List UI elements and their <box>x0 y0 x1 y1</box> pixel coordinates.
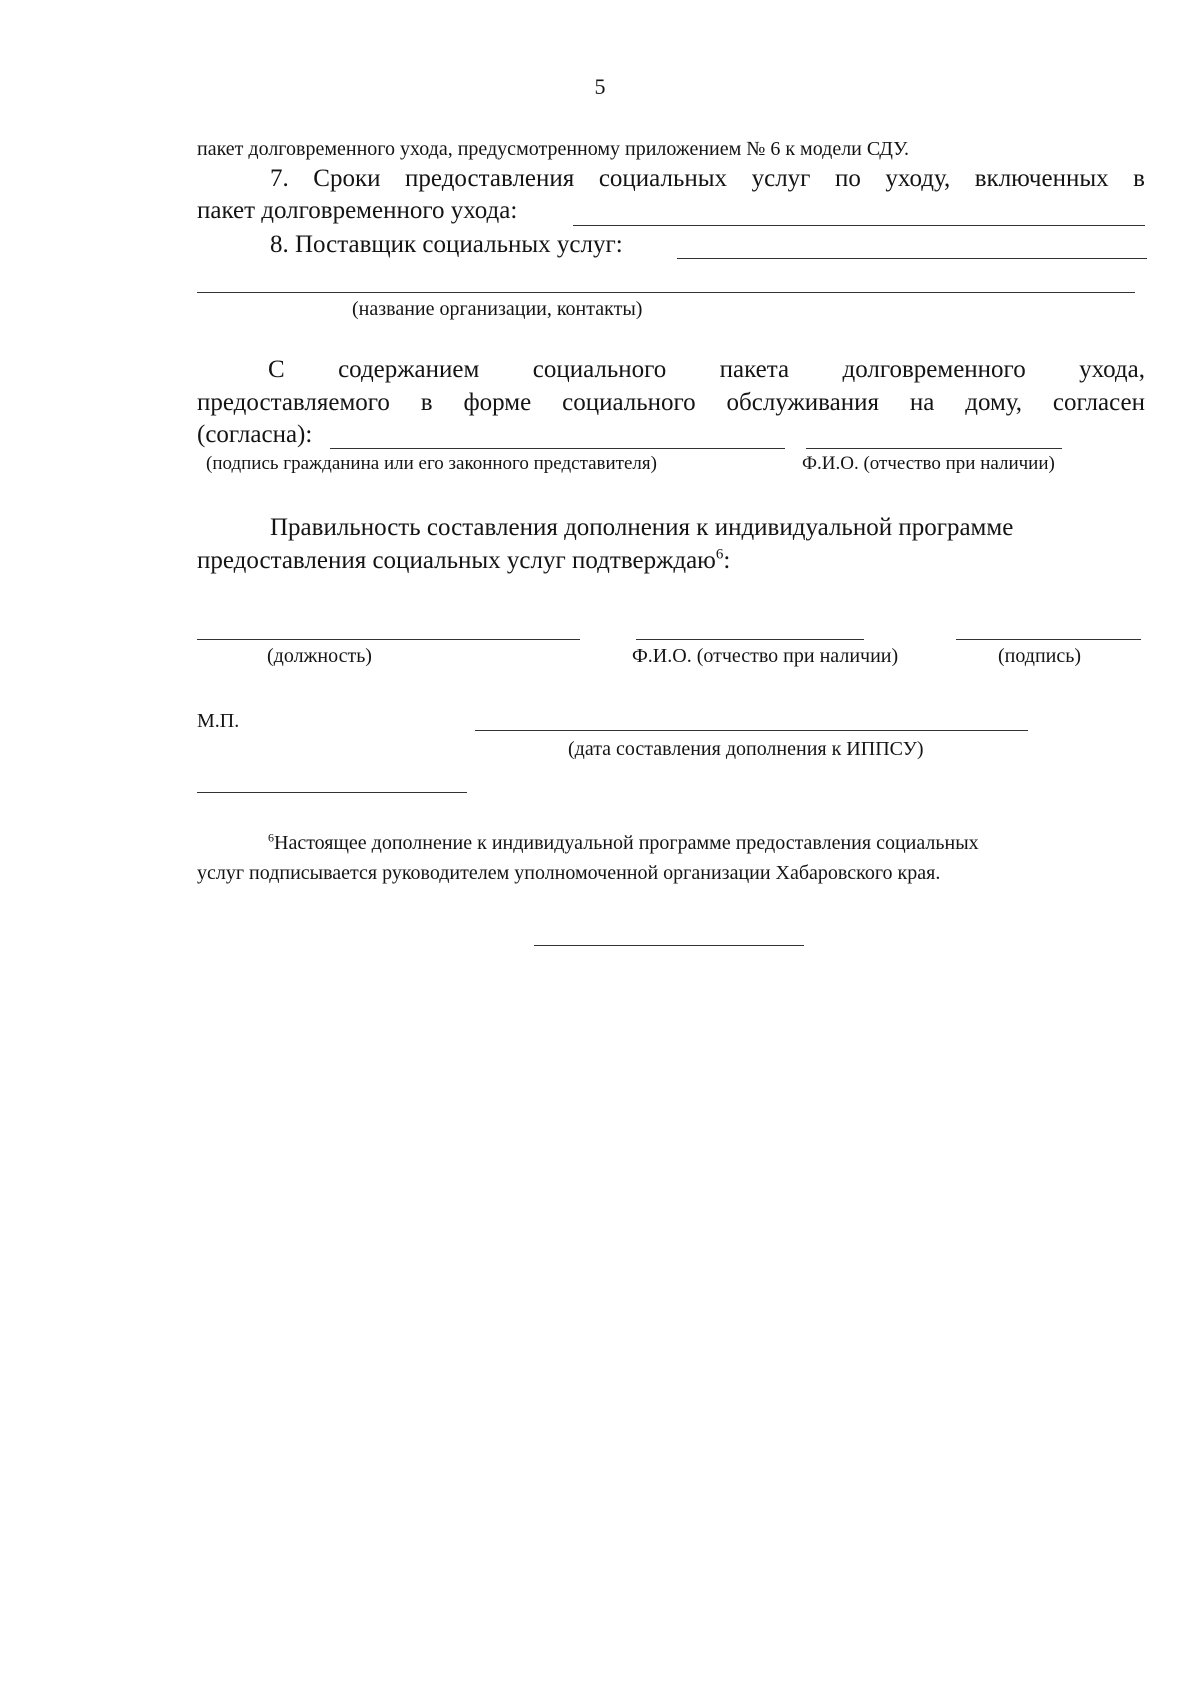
page-number: 5 <box>594 74 606 99</box>
citizen-signature-line[interactable] <box>330 448 785 449</box>
consent-word: ухода, <box>1079 356 1145 383</box>
citizen-signature-caption: (подпись гражданина или его законного представителя) <box>206 453 657 474</box>
consent-word: согласен <box>1052 389 1145 416</box>
end-divider <box>534 945 804 946</box>
stamp-place-label: М.П. <box>197 710 240 732</box>
consent-line-3: (согласна): <box>197 421 313 448</box>
official-fio-caption: Ф.И.О. (отчество при наличии) <box>632 645 899 667</box>
item-7-line-1 <box>270 165 1145 193</box>
confirmation-line-2 <box>197 547 730 575</box>
consent-word: социального <box>562 389 696 416</box>
position-caption: (должность) <box>267 645 372 667</box>
item-8-blank-line[interactable] <box>677 258 1147 259</box>
position-line[interactable] <box>197 639 580 640</box>
official-signature-line[interactable] <box>956 639 1141 640</box>
consent-word: социального <box>532 356 667 383</box>
consent-word: пакета <box>719 356 790 383</box>
organization-caption: (название организации, контакты) <box>352 298 643 320</box>
consent-line-2 <box>197 389 1145 417</box>
consent-word: в <box>420 389 433 416</box>
confirmation-text: предоставления социальных услуг подтверждаю <box>197 547 716 574</box>
citizen-fio-caption: Ф.И.О. (отчество при наличии) <box>802 453 1055 474</box>
footnote-separator <box>197 792 467 793</box>
confirmation-line-1: Правильность составления дополнения к индивидуальной программе <box>270 514 1014 541</box>
citizen-fio-line[interactable] <box>806 448 1062 449</box>
consent-word: на <box>909 389 935 416</box>
footnote-reference[interactable]: 6 <box>715 546 724 563</box>
consent-word: форме <box>463 389 532 416</box>
confirmation-colon: : <box>723 547 731 574</box>
organization-blank-line[interactable] <box>197 292 1135 293</box>
footnote-mark: 6 <box>268 830 274 845</box>
item-7-text: 7. Сроки предоставления социальных услуг по уходу, включенных в <box>270 165 1145 192</box>
text-line-package: пакет долговременного ухода, предусмотренному приложением № 6 к модели СДУ. <box>197 138 910 160</box>
consent-line-1 <box>268 356 1145 384</box>
item-7-line-2: пакет долговременного ухода: <box>197 197 518 224</box>
footnote-text-1: Настоящее дополнение к индивидуальной программе предоставления социальных <box>274 832 979 854</box>
official-fio-line[interactable] <box>636 639 864 640</box>
date-line[interactable] <box>475 730 1028 731</box>
item-7-blank-line[interactable] <box>573 225 1145 226</box>
footnote-line-1 <box>268 832 979 855</box>
consent-word: долговременного <box>842 356 1026 383</box>
consent-word: обслуживания <box>726 389 879 416</box>
consent-word: дому, <box>965 389 1023 416</box>
item-8-label: 8. Поставщик социальных услуг: <box>270 231 623 258</box>
consent-word: С <box>268 356 285 383</box>
date-caption: (дата составления дополнения к ИППСУ) <box>568 738 924 760</box>
consent-word: содержанием <box>338 356 480 383</box>
consent-word: предоставляемого <box>197 389 390 416</box>
official-signature-caption: (подпись) <box>998 645 1082 667</box>
footnote-line-2: услуг подписывается руководителем уполномоченной организации Хабаровского края. <box>197 862 941 884</box>
